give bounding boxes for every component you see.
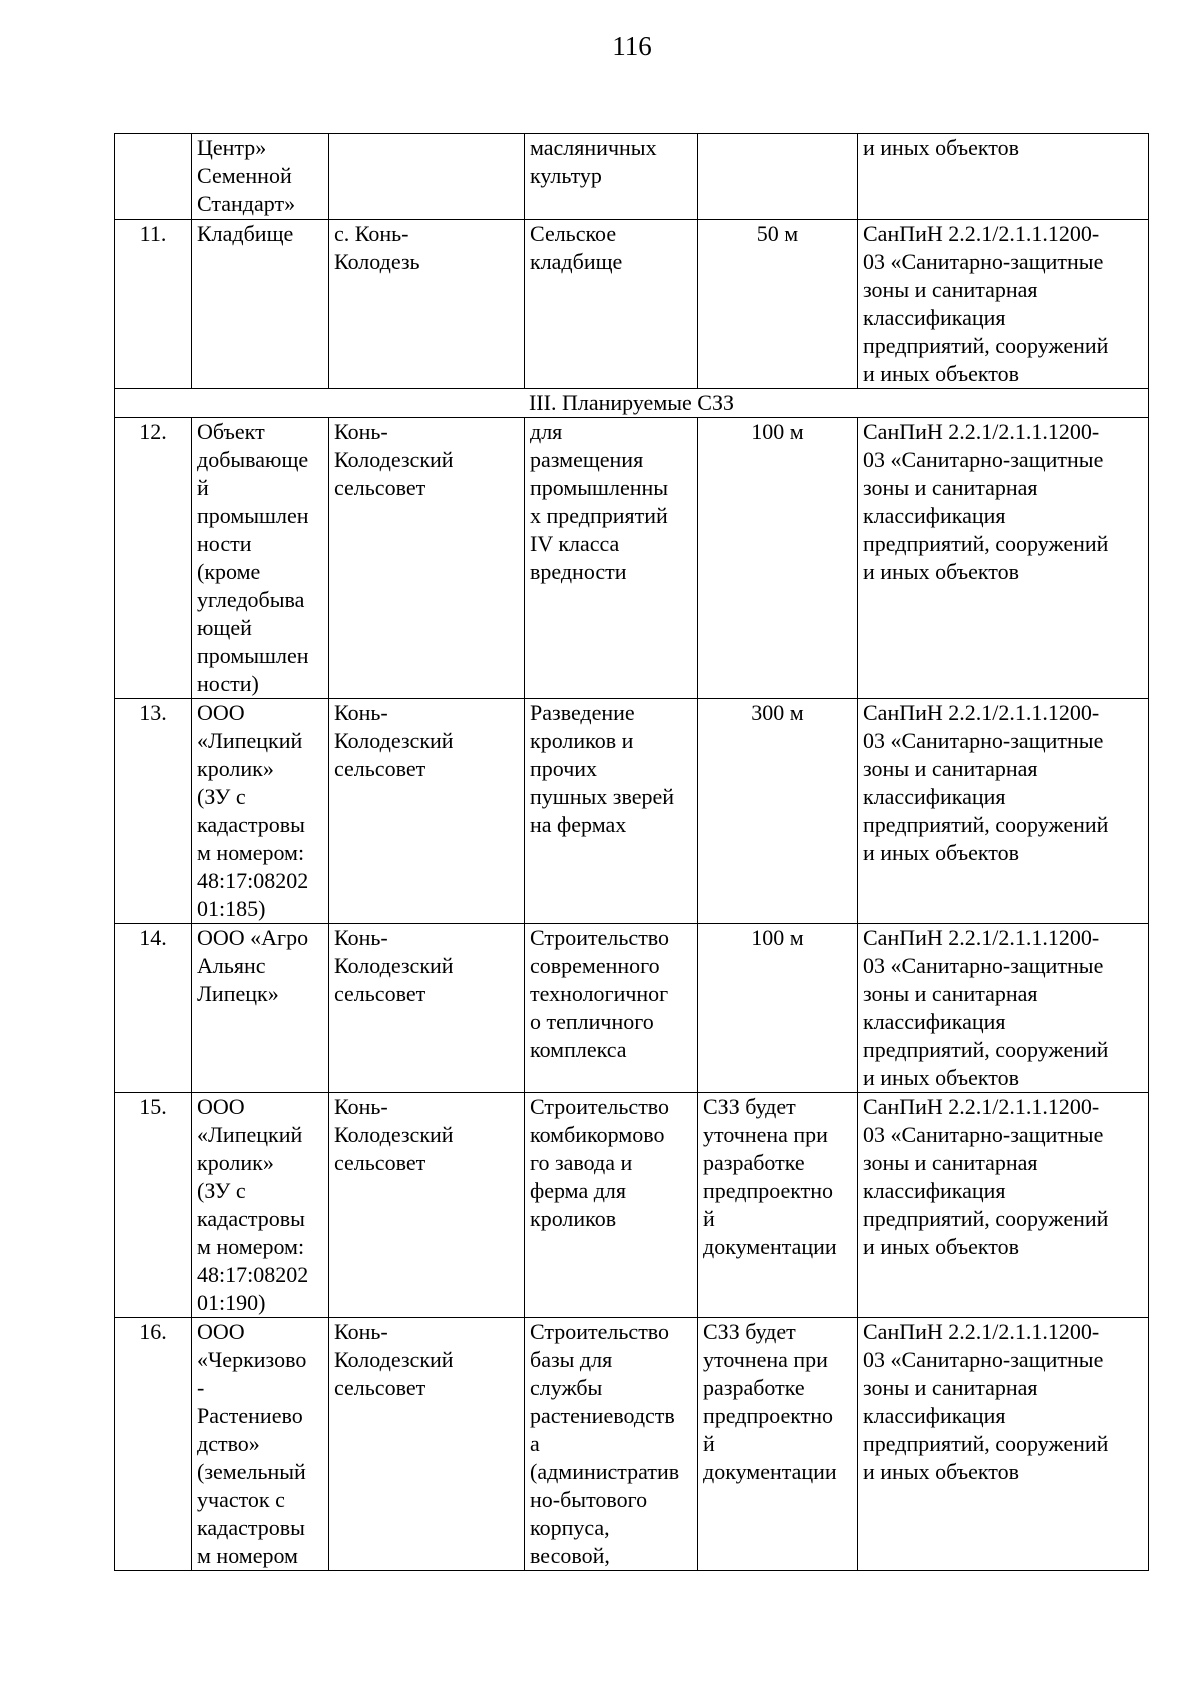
object-purpose: Сельское кладбище xyxy=(525,220,698,389)
object-name: Кладбище xyxy=(192,220,329,389)
zone-distance: 100 м xyxy=(698,924,858,1093)
regulation-reference: СанПиН 2.2.1/2.1.1.1200- 03 «Санитарно-защитные зоны и санитарная классификация предприятий, сооружений и иных объектов xyxy=(858,1318,1149,1571)
object-location: Конь- Колодезский сельсовет xyxy=(329,1318,525,1571)
object-purpose: для размещения промышленны х предприятий IV класса вредности xyxy=(525,418,698,699)
table-row xyxy=(115,220,1149,389)
object-name: ООО «Черкизово - Растениево дство» (земельный участок с кадастровы м номером xyxy=(192,1318,329,1571)
sanitary-zones-table xyxy=(114,133,1149,1571)
row-number: 12. xyxy=(115,418,192,699)
section-title: III. Планируемые СЗЗ xyxy=(115,389,1149,418)
object-purpose: Строительство комбикормово го завода и ферма для кроликов xyxy=(525,1093,698,1318)
object-location: Конь- Колодезский сельсовет xyxy=(329,1093,525,1318)
table-row xyxy=(115,699,1149,924)
table-row xyxy=(115,418,1149,699)
object-location xyxy=(329,134,525,220)
table-row xyxy=(115,1093,1149,1318)
row-number: 15. xyxy=(115,1093,192,1318)
object-name: Объект добывающе й промышлен ности (кроме угледобыва ющей промышлен ности) xyxy=(192,418,329,699)
object-name: ООО «Агро Альянс Липецк» xyxy=(192,924,329,1093)
section-row xyxy=(115,389,1149,418)
regulation-reference: СанПиН 2.2.1/2.1.1.1200- 03 «Санитарно-защитные зоны и санитарная классификация предприятий, сооружений и иных объектов xyxy=(858,220,1149,389)
table-row xyxy=(115,924,1149,1093)
regulation-reference: СанПиН 2.2.1/2.1.1.1200- 03 «Санитарно-защитные зоны и санитарная классификация предприятий, сооружений и иных объектов xyxy=(858,699,1149,924)
object-location: Конь- Колодезский сельсовет xyxy=(329,699,525,924)
object-location: Конь- Колодезский сельсовет xyxy=(329,418,525,699)
zone-distance xyxy=(698,134,858,220)
object-location: Конь- Колодезский сельсовет xyxy=(329,924,525,1093)
zone-distance: 300 м xyxy=(698,699,858,924)
object-purpose: масляничных культур xyxy=(525,134,698,220)
object-name: ООО «Липецкий кролик» (ЗУ с кадастровы м номером: 48:17:08202 01:190) xyxy=(192,1093,329,1318)
row-number: 11. xyxy=(115,220,192,389)
regulation-reference: и иных объектов xyxy=(858,134,1149,220)
zone-distance: 50 м xyxy=(698,220,858,389)
row-number xyxy=(115,134,192,220)
page-number: 116 xyxy=(612,31,652,61)
zone-distance: 100 м xyxy=(698,418,858,699)
regulation-reference: СанПиН 2.2.1/2.1.1.1200- 03 «Санитарно-защитные зоны и санитарная классификация предприятий, сооружений и иных объектов xyxy=(858,418,1149,699)
object-location: с. Конь- Колодезь xyxy=(329,220,525,389)
regulation-reference: СанПиН 2.2.1/2.1.1.1200- 03 «Санитарно-защитные зоны и санитарная классификация предприятий, сооружений и иных объектов xyxy=(858,924,1149,1093)
table-row xyxy=(115,1318,1149,1571)
zone-distance: СЗЗ будет уточнена при разработке предпроектно й документации xyxy=(698,1318,858,1571)
row-number: 16. xyxy=(115,1318,192,1571)
row-number: 14. xyxy=(115,924,192,1093)
table-row xyxy=(115,134,1149,220)
object-purpose: Строительство современного технологичног о тепличного комплекса xyxy=(525,924,698,1093)
zone-distance: СЗЗ будет уточнена при разработке предпроектно й документации xyxy=(698,1093,858,1318)
object-name: ООО «Липецкий кролик» (ЗУ с кадастровы м номером: 48:17:08202 01:185) xyxy=(192,699,329,924)
row-number: 13. xyxy=(115,699,192,924)
object-name: Центр» Семенной Стандарт» xyxy=(192,134,329,220)
object-purpose: Разведение кроликов и прочих пушных зверей на фермах xyxy=(525,699,698,924)
object-purpose: Строительство базы для службы растениеводств а (административ но-бытового корпуса, весовой, xyxy=(525,1318,698,1571)
regulation-reference: СанПиН 2.2.1/2.1.1.1200- 03 «Санитарно-защитные зоны и санитарная классификация предприятий, сооружений и иных объектов xyxy=(858,1093,1149,1318)
